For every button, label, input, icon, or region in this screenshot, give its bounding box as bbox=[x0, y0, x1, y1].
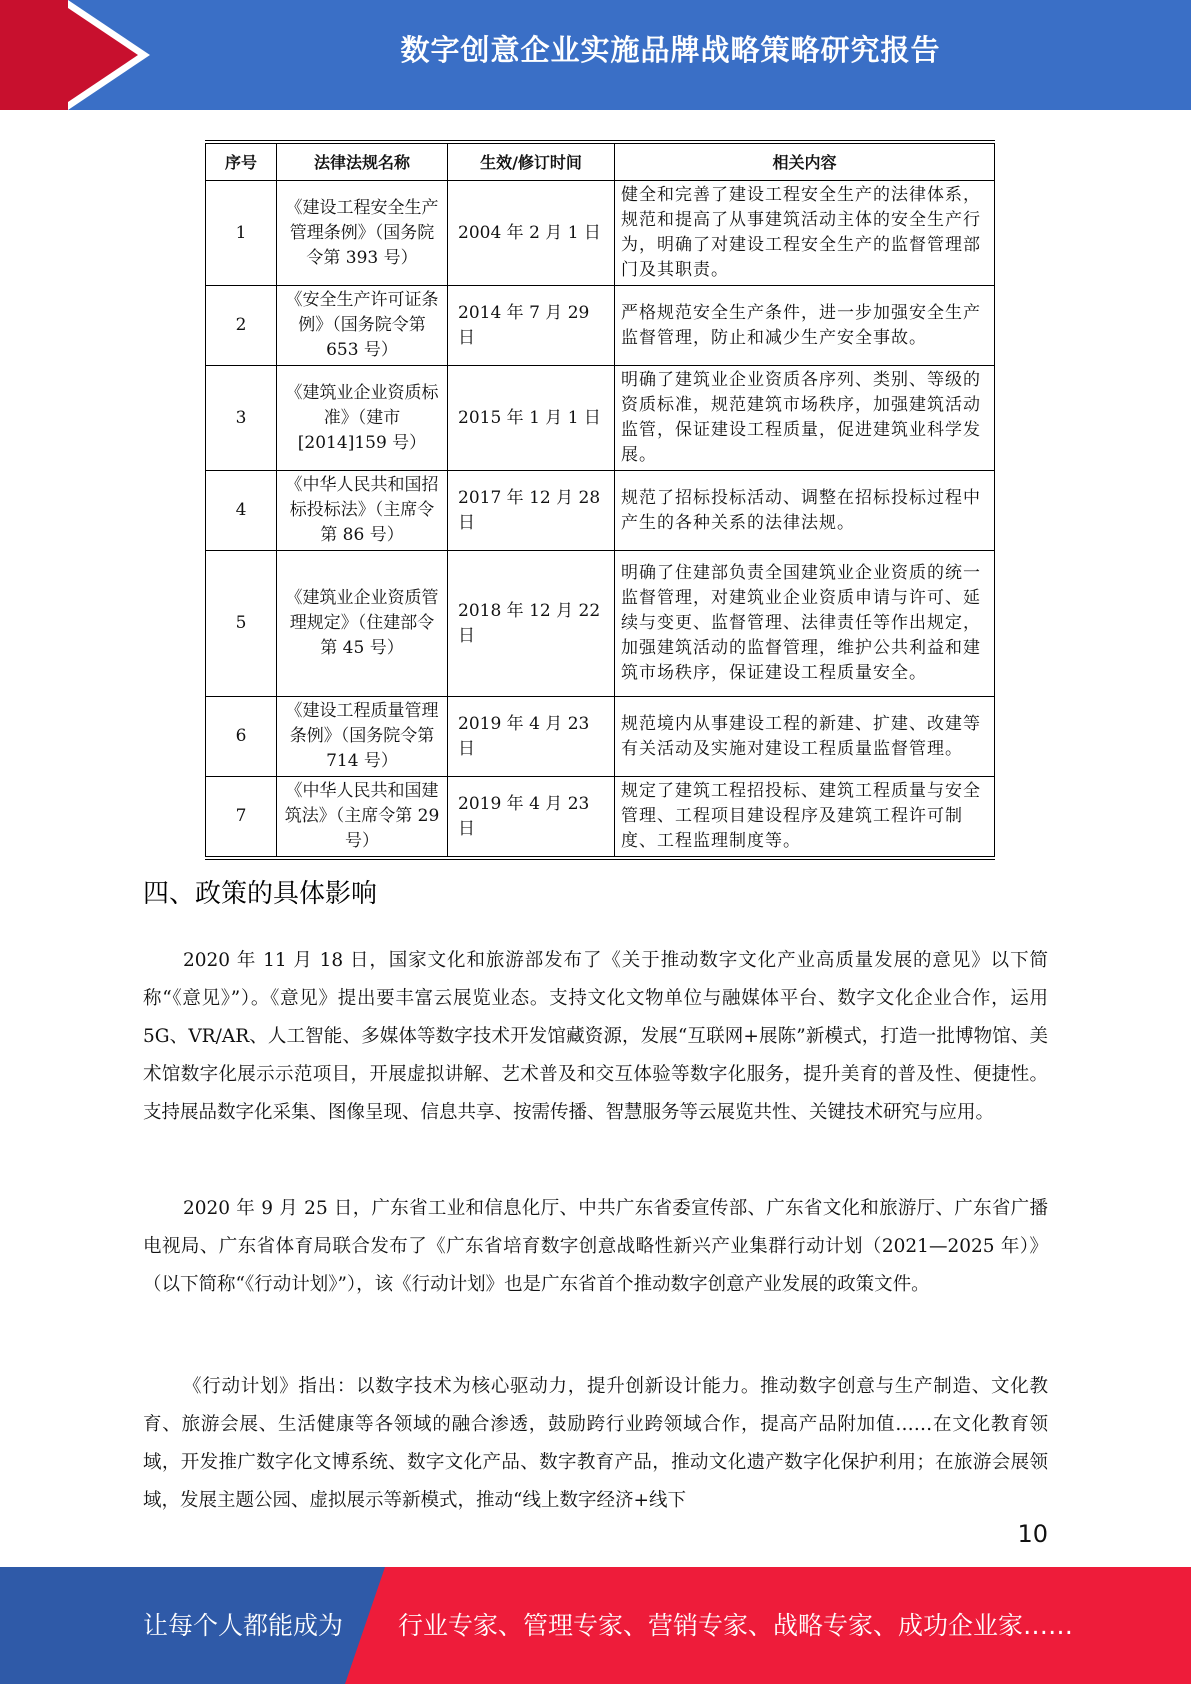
row-no: 2 bbox=[206, 286, 277, 366]
table-row bbox=[206, 777, 995, 859]
table-row bbox=[206, 471, 995, 551]
row-content: 规范了招标投标活动、调整在招标投标过程中产生的各种关系的法律法规。 bbox=[615, 471, 995, 551]
table-row bbox=[206, 366, 995, 471]
header-red-block bbox=[0, 0, 68, 110]
table-header-row bbox=[206, 142, 995, 181]
table-row bbox=[206, 551, 995, 697]
row-date: 2014 年 7 月 29 日 bbox=[448, 286, 615, 366]
row-name: 《建筑业企业资质标准》（建市[2014]159 号） bbox=[277, 366, 448, 471]
row-no: 7 bbox=[206, 777, 277, 859]
row-date: 2004 年 2 月 1 日 bbox=[448, 181, 615, 286]
row-name: 《建设工程安全生产管理条例》（国务院令第 393 号） bbox=[277, 181, 448, 286]
row-date: 2019 年 4 月 23 日 bbox=[448, 777, 615, 859]
page-footer bbox=[0, 1567, 1191, 1684]
row-name: 《中华人民共和国招标投标法》（主席令第 86 号） bbox=[277, 471, 448, 551]
row-date: 2018 年 12 月 22 日 bbox=[448, 551, 615, 697]
column-header-content: 相关内容 bbox=[615, 142, 995, 181]
page-number: 10 bbox=[1017, 1520, 1048, 1548]
column-header-no: 序号 bbox=[206, 142, 277, 181]
row-name: 《建筑业企业资质管理规定》（住建部令第 45 号） bbox=[277, 551, 448, 697]
row-name: 《安全生产许可证条例》（国务院令第653 号） bbox=[277, 286, 448, 366]
row-no: 6 bbox=[206, 697, 277, 777]
row-content: 严格规范安全生产条件，进一步加强安全生产监督管理，防止和减少生产安全事故。 bbox=[615, 286, 995, 366]
document-title: 数字创意企业实施品牌战略策略研究报告 bbox=[400, 33, 941, 67]
row-content: 健全和完善了建设工程安全生产的法律体系，规范和提高了从事建筑活动主体的安全生产行为，明确了对建设工程安全生产的监督管理部门及其职责。 bbox=[615, 181, 995, 286]
column-header-name: 法律法规名称 bbox=[277, 142, 448, 181]
table-row bbox=[206, 181, 995, 286]
row-date: 2019 年 4 月 23 日 bbox=[448, 697, 615, 777]
paragraph-1: 2020 年 11 月 18 日，国家文化和旅游部发布了《关于推动数字文化产业高质量发展的意见》以下简称“《意见》”）。《意见》提出要丰富云展览业态。支持文化文物单位与融媒体平台、数字文化企业合作，运用 5G、VR/AR、人工智能、多媒体等数字技术开发馆藏资源，发展“互联网+展陈”新模式，打造一批博物馆、美术馆数字化展示示范项目，开展虚拟讲解、艺术普及和交互体验等数字化服务，提升美育的普及性、便捷性。支持展品数字化采集、图像呈现、信息共享、按需传播、智慧服务等云展览共性、关键技术研究与应用。 bbox=[143, 950, 1048, 1123]
column-header-date: 生效/修订时间 bbox=[448, 142, 615, 181]
row-date: 2017 年 12 月 28 日 bbox=[448, 471, 615, 551]
row-content: 明确了建筑业企业资质各序列、类别、等级的资质标准，规范建筑市场秩序，加强建筑活动监管，保证建设工程质量，促进建筑业科学发展。 bbox=[615, 366, 995, 471]
row-no: 4 bbox=[206, 471, 277, 551]
row-date: 2015 年 1 月 1 日 bbox=[448, 366, 615, 471]
regulations-table bbox=[205, 140, 995, 860]
row-content: 规定了建筑工程招投标、建筑工程质量与安全管理、工程项目建设程序及建筑工程许可制度、工程监理制度等。 bbox=[615, 777, 995, 859]
header-chevron-red bbox=[68, 8, 138, 102]
row-name: 《建设工程质量管理条例》（国务院令第 714 号） bbox=[277, 697, 448, 777]
row-content: 明确了住建部负责全国建筑业企业资质的统一监督管理，对建筑业企业资质申请与许可、延续与变更、监督管理、法律责任等作出规定，加强建筑活动的监督管理，维护公共利益和建筑市场秩序，保证建设工程质量安全。 bbox=[615, 551, 995, 697]
table-row bbox=[206, 286, 995, 366]
paragraph-3: 《行动计划》指出：以数字技术为核心驱动力，提升创新设计能力。推动数字创意与生产制造、文化教育、旅游会展、生活健康等各领域的融合渗透，鼓励跨行业跨领域合作，提高产品附加值……在文化教育领域，开发推广数字化文博系统、数字文化产品、数字教育产品，推动文化遗产数字化保护利用；在旅游会展领域，发展主题公园、虚拟展示等新模式，推动“线上数字经济+线下 bbox=[143, 1376, 1048, 1511]
section-heading: 四、政策的具体影响 bbox=[143, 879, 378, 909]
row-content: 规范境内从事建设工程的新建、扩建、改建等有关活动及实施对建设工程质量监督管理。 bbox=[615, 697, 995, 777]
footer-slogan-left: 让每个人都能成为 bbox=[143, 1611, 344, 1640]
table-row bbox=[206, 697, 995, 777]
paragraph-2: 2020 年 9 月 25 日，广东省工业和信息化厅、中共广东省委宣传部、广东省文化和旅游厅、广东省广播电视局、广东省体育局联合发布了《广东省培育数字创意战略性新兴产业集群行动计划（2021—2025 年）》（以下简称“《行动计划》”），该《行动计划》也是广东省首个推动数字创意产业发展的政策文件。 bbox=[143, 1198, 1048, 1295]
footer-slogan-right: 行业专家、管理专家、营销专家、战略专家、成功企业家…… bbox=[398, 1611, 1074, 1640]
row-no: 3 bbox=[206, 366, 277, 471]
row-name: 《中华人民共和国建筑法》（主席令第 29 号） bbox=[277, 777, 448, 859]
row-no: 5 bbox=[206, 551, 277, 697]
row-no: 1 bbox=[206, 181, 277, 286]
page-header bbox=[0, 0, 1191, 110]
